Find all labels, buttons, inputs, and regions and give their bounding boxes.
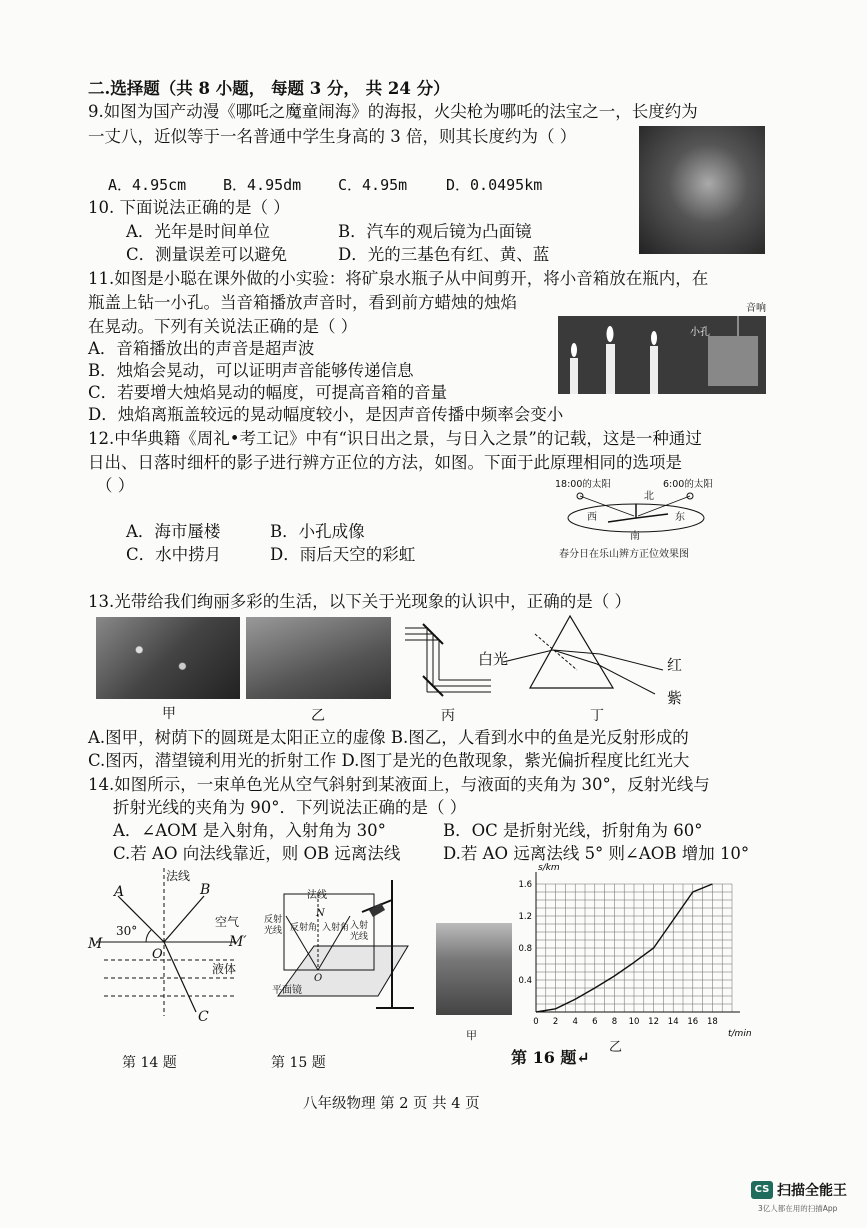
fig14-C: C <box>198 1009 209 1025</box>
q9-option-c: C．4.95m <box>338 176 408 194</box>
fig13-label-yi: 乙 <box>311 708 325 724</box>
q12-option-d: D．雨后天空的彩虹 <box>270 545 416 564</box>
x-tick-label: 16 <box>687 1017 699 1027</box>
y-tick-label: 0.8 <box>518 944 532 954</box>
y-tick-label: 1.2 <box>518 912 532 922</box>
q14-option-c: C.若 AO 向法线靠近，则 OB 远离法线 <box>113 844 401 863</box>
candle-drawing <box>558 316 766 394</box>
fig16-label-jia: 甲 <box>466 1029 477 1042</box>
prism-red: 红 <box>667 656 683 674</box>
q12-option-c: C．水中捞月 <box>126 545 222 564</box>
q10-option-b: B．汽车的观后镜为凸面镜 <box>338 222 532 241</box>
distance-time-chart <box>508 862 752 1039</box>
x-axis-label: t/min <box>728 1029 752 1039</box>
fig12-south: 南 <box>630 531 640 542</box>
x-tick-label: 4 <box>572 1017 578 1027</box>
q9-option-b: B．4.95dm <box>223 176 302 194</box>
q11-line2: 瓶盖上钻一小孔。当音箱播放声音时，看到前方蜡烛的烛焰 <box>88 293 517 312</box>
q11-option-d: D．烛焰离瓶盖较远的晃动幅度较小，是因声音传播中频率会变小 <box>88 405 564 424</box>
q13-options-ab: A.图甲，树荫下的圆斑是太阳正立的虚像 B.图乙，人看到水中的鱼是光反射形成的 <box>88 728 689 747</box>
q14-option-b: B．OC 是折射光线，折射角为 60° <box>443 821 703 840</box>
candle-experiment-image <box>558 316 766 394</box>
q12-line2: 日出、日落时细杆的影子进行辨方正位的方法，如图。下面于此原理相同的选项是 <box>88 453 682 472</box>
fig12-caption: 春分日在乐山辨方正位效果图 <box>559 549 689 560</box>
x-tick-label: 0 <box>533 1017 539 1027</box>
fig14-A: A <box>114 884 125 900</box>
prism-purple: 紫 <box>667 689 683 707</box>
fig12-north: 北 <box>644 491 654 502</box>
q13-stem: 13.光带给我们绚丽多彩的生活，以下关于光现象的认识中，正确的是（ ） <box>88 592 631 611</box>
page-footer: 八年级物理 第 2 页 共 4 页 <box>303 1096 480 1112</box>
q9-option-a: A．4.95cm <box>108 176 187 194</box>
q13-options-cd: C.图丙，潜望镜利用光的折射工作 D.图丁是光的色散现象，紫光偏折程度比红光大 <box>88 751 690 770</box>
q9-option-d: D．0.0495km <box>446 176 543 194</box>
fig16-label-yi: 乙 <box>609 1040 623 1055</box>
caption-14: 第 14 题 <box>122 1055 177 1071</box>
x-tick-label: 6 <box>592 1017 598 1027</box>
camscanner-logo <box>751 1180 847 1200</box>
caption-15: 第 15 题 <box>271 1055 326 1071</box>
app-tagline: 3亿人都在用的扫描App <box>758 1204 838 1213</box>
prism-white-light: 白光 <box>478 650 509 668</box>
q14-option-d: D.若 AO 远离法线 5° 则∠AOB 增加 10° <box>443 844 750 863</box>
app-name: 扫描全能王 <box>777 1183 847 1199</box>
q9-line2: 一丈八，近似等于一名普通中学生身高的 3 倍，则其长度约为（ ） <box>88 127 577 146</box>
y-axis-label: s/km <box>538 863 560 873</box>
q14-option-a: A．∠AOM 是入射角，入射角为 30° <box>113 821 386 840</box>
x-tick-label: 14 <box>667 1017 679 1027</box>
fig15-inc-angle: 入射角 <box>322 923 350 933</box>
q10-option-d: D．光的三基色有红、黄、蓝 <box>338 245 550 264</box>
fig14-M-prime: M′ <box>229 934 247 950</box>
nezha-poster-image <box>639 126 765 254</box>
q12-line1: 12.中华典籍《周礼•考工记》中有“识日出之景，与日入之景”的记载，这是一种通过 <box>88 429 702 448</box>
x-tick-label: 12 <box>648 1017 660 1027</box>
q11-hole-label: 小孔 <box>690 327 710 338</box>
q9-line1: 9.如图为国产动漫《哪吒之魔童闹海》的海报，火尖枪为哪吒的法宝之一，长度约为 <box>88 102 698 121</box>
fig14-O: O <box>152 947 163 962</box>
vehicle-photo <box>436 923 512 1015</box>
fig15-refl-angle: 反射角 <box>290 923 318 933</box>
fig14-liquid: 液体 <box>212 962 237 976</box>
fig13-label-jia: 甲 <box>162 706 176 722</box>
q10-option-c: C．测量误差可以避免 <box>126 245 288 264</box>
caption-16: 第 16 题↵ <box>511 1048 590 1067</box>
q11-line1: 11.如图是小聪在课外做的小实验：将矿泉水瓶子从中间剪开，将小音箱放在瓶内，在 <box>88 269 709 288</box>
section-title: 二.选择题（共 8 小题， 每题 3 分， 共 24 分） <box>88 79 450 98</box>
fig15-incident: 入射光线 <box>350 921 369 942</box>
x-tick-label: 10 <box>628 1017 640 1027</box>
q11-option-c: C．若要增大烛焰晃动的幅度，可提高音箱的音量 <box>88 383 448 402</box>
fig14-M: M <box>88 936 103 952</box>
fig13-label-bing: 丙 <box>441 708 455 724</box>
y-tick-label: 0.4 <box>518 976 532 986</box>
fig15-N: N <box>316 908 325 919</box>
fig14-angle: 30° <box>116 924 138 938</box>
q10-stem: 10. 下面说法正确的是（ ） <box>88 198 290 217</box>
fig14-air: 空气 <box>215 915 240 929</box>
fig13-label-ding: 丁 <box>590 708 604 724</box>
q12-line3: （ ） <box>96 476 135 495</box>
x-tick-label: 2 <box>552 1017 559 1027</box>
q11-speaker-label: 音响 <box>746 303 766 314</box>
fig12-west: 西 <box>587 512 597 523</box>
fig15-reflected: 反射光线 <box>264 915 283 936</box>
fig14-normal: 法线 <box>166 869 191 883</box>
cs-icon: CS <box>751 1181 773 1199</box>
x-tick-label: 18 <box>706 1017 718 1027</box>
q14-line1: 14.如图所示，一束单色光从空气斜射到某液面上，与液面的夹角为 30°，反射光线与 <box>88 775 710 794</box>
q12-option-b: B．小孔成像 <box>270 522 365 541</box>
q12-option-a: A．海市蜃楼 <box>126 522 221 541</box>
fig12-sun-right-label: 6:00的太阳 <box>663 479 713 490</box>
y-tick-label: 1.6 <box>518 880 532 890</box>
x-tick-label: 8 <box>611 1017 618 1027</box>
q10-option-a: A．光年是时间单位 <box>126 222 270 241</box>
fish-water-photo <box>246 617 391 699</box>
q14-line2: 折射光线的夹角为 90°．下列说法正确的是（ ） <box>113 798 467 817</box>
fig12-east: 东 <box>675 512 685 523</box>
fig14-B: B <box>200 882 211 898</box>
tree-shade-photo <box>96 617 240 699</box>
prism-diagram <box>495 612 695 694</box>
q11-option-b: B．烛焰会晃动，可以证明声音能够传递信息 <box>88 361 414 380</box>
q11-option-a: A．音箱播放出的声音是超声波 <box>88 339 315 358</box>
q11-line3: 在晃动。下列有关说法正确的是（ ） <box>88 317 358 336</box>
fig15-O: O <box>314 973 323 984</box>
fig12-sun-left-label: 18:00的太阳 <box>555 479 611 490</box>
fig15-mirror: 平面镜 <box>272 985 302 996</box>
fig15-normal: 法线 <box>307 890 327 901</box>
